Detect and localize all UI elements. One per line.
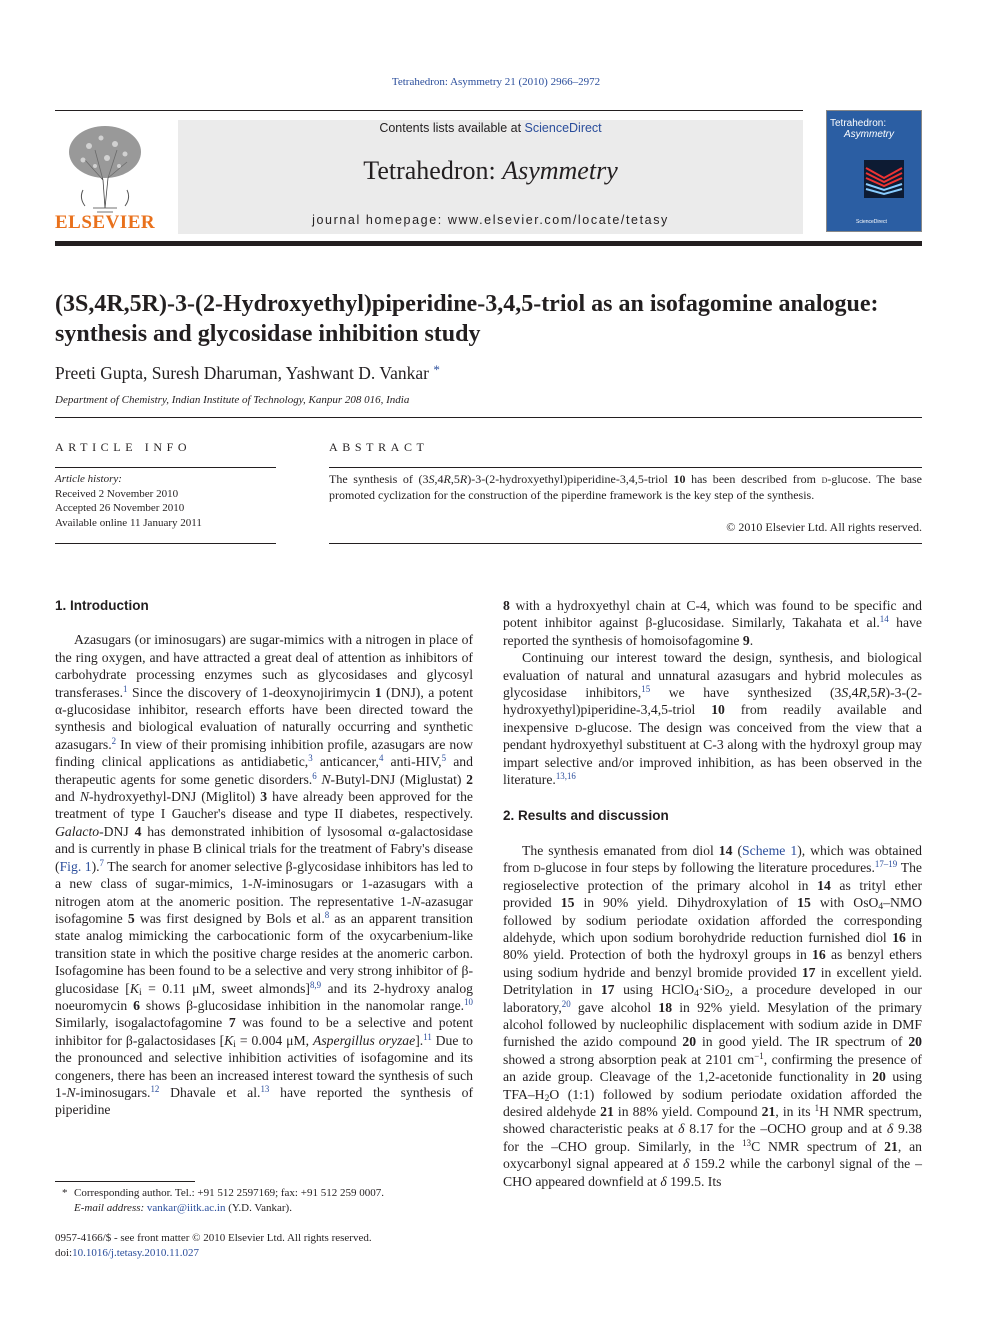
article-info-bottom-rule bbox=[55, 543, 276, 544]
header-rule bbox=[55, 110, 803, 111]
front-matter: 0957-4166/$ - see front matter © 2010 Elsevier Ltd. All rights reserved. doi:10.1016/j.tetasy.2010.11.027 bbox=[55, 1232, 372, 1259]
contents-line: Contents lists available at ScienceDirect bbox=[379, 121, 602, 135]
article-info-rule bbox=[55, 467, 276, 468]
abstract-rule bbox=[329, 467, 922, 468]
article-info-heading: ARTICLE INFO bbox=[55, 440, 192, 454]
elsevier-wordmark: ELSEVIER bbox=[55, 212, 156, 233]
cover-art-icon bbox=[864, 160, 904, 198]
intro-continuation: 8 with a hydroxyethyl chain at C-4, which was found to be specific and potent inhibitor against β-glucosidase. Similarly, Takahata et al.$^{14}$ have reported the synthesis of homoisofagomine 9. bbox=[503, 598, 922, 648]
abstract-bottom-rule bbox=[329, 543, 922, 544]
right-column bbox=[503, 597, 922, 1190]
abstract-text: The synthesis of (3S,4R,5R)-3-(2-hydroxyethyl)piperidine-3,4,5-triol 10 has been described from d-glucose. The base promoted cyclization for the construction of the piperdine framework is the key step of the synthesis. bbox=[329, 472, 923, 502]
intro-paragraph-2: Continuing our interest toward the design, synthesis, and biological evaluation of natural and unnatural azasugars and hybrid molecules as glycosidase inhibitors,$^{15}$ we have synthesized (3S,4R,5R)-3-(2-hydroxyethyl)piperidine-3,4,5-triol 10 from readily available and inexpensive d-glucose. The design was conceived from the view that a pendant hydroxyethyl substituent at C-3 along with the hydroxyl group may impart selective and/or improved inhibition, as has been observed in the literature.$^{13,16}$ bbox=[503, 650, 922, 788]
journal-citation[interactable]: Tetrahedron: Asymmetry 21 (2010) 2966–2972 bbox=[391, 76, 601, 88]
footnote-rule bbox=[55, 1181, 195, 1182]
left-column bbox=[55, 597, 473, 1119]
journal-homepage[interactable]: journal homepage: www.elsevier.com/locate/tetasy bbox=[312, 213, 669, 227]
corresponding-footnote: * Corresponding author. Tel.: +91 512 2597169; fax: +91 512 259 0007. E-mail address: vankar@iitk.ac.in (Y.D. Vankar). bbox=[62, 1187, 384, 1214]
corresponding-author-mark[interactable]: * bbox=[433, 362, 440, 377]
abstract-heading: ABSTRACT bbox=[329, 440, 429, 454]
introduction-heading: 1. Introduction bbox=[55, 598, 149, 613]
title-rule bbox=[55, 417, 922, 418]
journal-title: Tetrahedron: Asymmetry bbox=[363, 156, 618, 185]
doi-link[interactable]: 10.1016/j.tetasy.2010.11.027 bbox=[72, 1246, 200, 1259]
results-paragraph: The synthesis emanated from diol 14 (Scheme 1), which was obtained from d-glucose in four steps by following the literature procedures.$^{17-19}$ The regioselective protection of the primary alcohol in 14 as trityl ether provided 15 in 90% yield. Dihydroxylation of 15 with OsO$_4$–NMO followed by sodium periodate oxidation afforded the corresponding aldehyde, which upon sodium borohydride reduction furnished diol 16 in 80% yield. Protection of both the hydroxyl groups in 16 as benzyl ethers using sodium hydride and benzyl bromide provided 17 in excellent yield. Detritylation in 17 using HClO$_4$·SiO$_2$, a procedure developed in our laboratory,$^{20}$ gave alcohol 18 in 92% yield. Mesylation of the primary alcohol followed by nucleophilic displacement with sodium azide in DMF furnished the azido compound 20 in good yield. The IR spectrum of 20 showed a strong absorption peak at 2101 $cm^{-1}$, confirming the presence of an azide group. Cleavage of the 1,2-acetonide functionality in 20 using TFA–$H_2O$ (1:1) followed by sodium periodate oxidation afforded the desired aldehyde 21 in 88% yield. Compound 21, in its $^1$H NMR spectrum, showed characteristic peaks at δ 8.17 for the –OCHO group and at δ 9.38 for the –CHO group. Similarly, in the $^{13}$C NMR spectrum of 21, an oxycarbonyl signal appeared at δ 159.2 while the carbonyl signal of the –CHO appeared downfield at δ 199.5. Its bbox=[503, 842, 923, 1189]
header-bar bbox=[55, 241, 922, 246]
email-link[interactable]: vankar@iitk.ac.in bbox=[146, 1201, 226, 1214]
cover-publisher: ScienceDirect bbox=[856, 219, 887, 225]
affiliation: Department of Chemistry, Indian Institute of Technology, Kanpur 208 016, India bbox=[55, 394, 410, 406]
abstract-copyright: © 2010 Elsevier Ltd. All rights reserved. bbox=[726, 520, 922, 534]
cover-title: Tetrahedron: Asymmetry bbox=[830, 118, 894, 140]
article-title: (3S,4R,5R)-3-(2-Hydroxyethyl)piperidine-3,4,5-triol as an isofagomine analogue: synthesis and glycosidase inhibition study bbox=[55, 291, 879, 347]
sciencedirect-link[interactable]: ScienceDirect bbox=[524, 121, 602, 135]
intro-paragraph: Azasugars (or iminosugars) are sugar-mimics with a nitrogen in place of the ring oxygen, and have attracted a great deal of attention as inhibitors of carbohydrate processing enzymes such as glycosidases and glycosyl transferases.$^1$ Since the discovery of 1-deoxynojirimycin 1 (DNJ), a potent α-glucosidase inhibitor, research efforts have been directed toward the synthesis and biological evaluation of naturally occurring and synthetic azasugars.$^2$ In view of their promising inhibition profile, azasugars are now finding clinical applications as antidiabetic,$^3$ anticancer,$^4$ anti-HIV,$^5$ and therapeutic agents for some genetic disorders.$^6$ N-Butyl-DNJ (Miglustat) 2 and N-hydroxyethyl-DNJ (Miglitol) 3 have already been approved for the treatment of type I Gaucher's disease and type II diabetes, respectively. Galacto-DNJ 4 has demonstrated inhibition of lysosomal α-galactosidase and is currently in phase B clinical trials for the treatment of Fabry's disease (Fig. 1).$^7$ The search for anomer selective β-glycosidase inhibitors has led to a new class of sugar-mimics, 1-N-iminosugars or 1-azasugars with a nitrogen atom at the anomeric position. The representative 1-N-azasugar isofagomine 5 was first designed by Bols et al.$^8$ as an apparent transition state analog mimicking the carbocationic form of the oxycarbenium-like transition state in which the positive charge resides at the anomeric carbon. Isofagomine has been found to be a selective and very strong inhibitor of β-glucosidase [$K_i = 0.11$ μM, sweet almonds]$^{8,9}$ and its 2-hydroxy analog noeuromycin 6 shows β-glucosidase inhibition in the nanomolar range.$^{10}$ Similarly, isogalactofagomine 7 was found to be a selective and potent inhibitor for β-galactosidases [$K_i = 0.004$ μM, Aspergillus oryzae].$^{11}$ Due to the pronounced and selective inhibition activities of isofagomine and its congeners, there has been an increased interest toward the synthesis of such 1-N-iminosugars.$^{12}$ Dhavale et al.$^{13}$ have reported the synthesis of piperidine bbox=[55, 632, 474, 1118]
author-list: Preeti Gupta, Suresh Dharuman, Yashwant D. Vankar * bbox=[55, 362, 440, 383]
article-history: Article history: Received 2 November 2010 Accepted 26 November 2010 Available online 11 January 2011 bbox=[55, 473, 202, 529]
results-heading: 2. Results and discussion bbox=[503, 808, 669, 824]
